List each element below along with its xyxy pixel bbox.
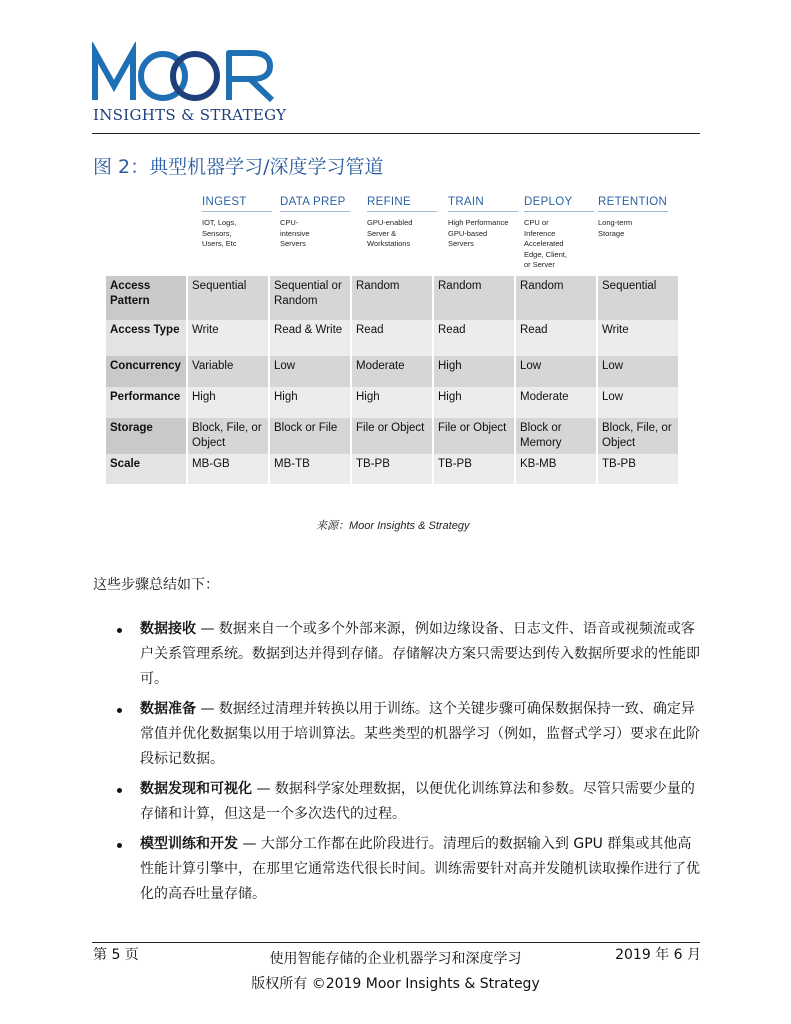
bullet-item	[140, 617, 700, 692]
bullet-icon	[117, 628, 122, 633]
table-cell: Moderate	[516, 387, 598, 418]
table-cell: Random	[516, 276, 598, 320]
stage-description: GPU-enabled Server & Workstations	[367, 218, 413, 248]
figure-title: 图 2：典型机器学习/深度学习管道	[93, 156, 384, 178]
header-rule	[92, 133, 700, 134]
summary-lead: 这些步骤总结如下：	[93, 577, 219, 593]
stage-column	[524, 196, 602, 271]
stage-description: CPU- intensive Servers	[280, 218, 310, 248]
table-cell: Read & Write	[270, 320, 352, 356]
table-cell: Moderate	[352, 356, 434, 387]
table-cell: Block, File, or Object	[598, 418, 680, 454]
table-cell: High	[352, 387, 434, 418]
bullet-term: 数据接收	[140, 621, 196, 637]
stage-description: IOT, Logs, Sensors, Users, Etc	[202, 218, 237, 248]
bullet-term: 数据发现和可视化	[140, 781, 252, 797]
table-cell: Low	[270, 356, 352, 387]
bullet-text: — 大部分工作都在此阶段进行。清理后的数据输入到 GPU 群集或其他高性能计算引擎中，在那里它通常迭代很长时间。训练需要针对高并发随机读取操作进行了优化的高吞吐量存储。	[140, 836, 700, 902]
bullet-text: — 数据科学家处理数据，以便优化训练算法和参数。尽管只需要少量的存储和计算，但这是一个多次迭代的过程。	[140, 781, 695, 822]
row-label: Concurrency	[106, 356, 188, 387]
table-cell: File or Object	[434, 418, 516, 454]
row-label: Scale	[106, 454, 188, 484]
bullet-text: — 数据来自一个或多个外部来源，例如边缘设备、日志文件、语音或视频流或客户关系管理系统。数据到达并得到存储。存储解决方案只需要达到传入数据所要求的性能即可。	[140, 621, 700, 687]
table-cell: Low	[516, 356, 598, 387]
table-cell: High	[270, 387, 352, 418]
stage-name: DEPLOY	[524, 196, 594, 212]
footer-page-number: 第 5 页	[93, 947, 139, 963]
table-cell: Random	[352, 276, 434, 320]
bullet-item	[140, 832, 700, 907]
table-cell: Sequential or Random	[270, 276, 352, 320]
stage-column	[280, 196, 358, 250]
bullet-term: 模型训练和开发	[140, 836, 238, 852]
table-cell: MB-GB	[188, 454, 270, 484]
table-row	[106, 454, 680, 484]
stage-column	[367, 196, 445, 250]
stage-column	[598, 196, 676, 239]
stage-name: REFINE	[367, 196, 437, 212]
stage-description: High Performance GPU-based Servers	[448, 218, 509, 248]
stage-column	[202, 196, 280, 250]
table-cell: Variable	[188, 356, 270, 387]
table-row	[106, 276, 680, 320]
table-cell: TB-PB	[434, 454, 516, 484]
table-cell: High	[434, 356, 516, 387]
bullet-item	[140, 697, 700, 772]
table-row	[106, 418, 680, 454]
bullet-icon	[117, 708, 122, 713]
table-cell: Low	[598, 387, 680, 418]
table-cell: Write	[188, 320, 270, 356]
table-cell: High	[434, 387, 516, 418]
table-row	[106, 356, 680, 387]
logo-subtitle: INSIGHTS & STRATEGY	[93, 106, 287, 124]
bullet-text: — 数据经过清理并转换以用于训练。这个关键步骤可确保数据保持一致、确定异常值并优化数据集以用于培训算法。某些类型的机器学习（例如，监督式学习）要求在此阶段标记数据。	[140, 701, 700, 767]
table-cell: Block, File, or Object	[188, 418, 270, 454]
table-cell: Sequential	[188, 276, 270, 320]
bullet-item	[140, 777, 700, 827]
table-cell: Random	[434, 276, 516, 320]
row-label: Performance	[106, 387, 188, 418]
footer-rule	[92, 942, 700, 943]
stage-name: TRAIN	[448, 196, 518, 212]
figure-caption: 来源：Moor Insights & Strategy	[316, 520, 470, 532]
table-cell: MB-TB	[270, 454, 352, 484]
bullet-icon	[117, 788, 122, 793]
table-cell: High	[188, 387, 270, 418]
footer-copyright: 版权所有 ©2019 Moor Insights & Strategy	[251, 976, 540, 992]
table-cell: Block or File	[270, 418, 352, 454]
stage-description: Long-term Storage	[598, 218, 633, 238]
stage-column	[448, 196, 526, 250]
stage-name: RETENTION	[598, 196, 668, 212]
table-cell: Sequential	[598, 276, 680, 320]
stage-description: CPU or Inference Accelerated Edge, Client, or Server	[524, 218, 567, 269]
stage-name: INGEST	[202, 196, 272, 212]
table-cell: Read	[352, 320, 434, 356]
row-label: Access Pattern	[106, 276, 188, 320]
footer-date: 2019 年 6 月	[615, 947, 701, 963]
table-cell: KB-MB	[516, 454, 598, 484]
table-row	[106, 320, 680, 356]
table-row	[106, 387, 680, 418]
table-cell: Read	[434, 320, 516, 356]
bullet-icon	[117, 843, 122, 848]
row-label: Access Type	[106, 320, 188, 356]
table-cell: TB-PB	[352, 454, 434, 484]
table-cell: TB-PB	[598, 454, 680, 484]
table-cell: File or Object	[352, 418, 434, 454]
pipeline-table	[106, 276, 680, 484]
stage-name: DATA PREP	[280, 196, 350, 212]
table-cell: Read	[516, 320, 598, 356]
bullet-term: 数据准备	[140, 701, 196, 717]
row-label: Storage	[106, 418, 188, 454]
table-cell: Write	[598, 320, 680, 356]
footer-title: 使用智能存储的企业机器学习和深度学习	[269, 951, 522, 967]
table-cell: Low	[598, 356, 680, 387]
table-cell: Block or Memory	[516, 418, 598, 454]
